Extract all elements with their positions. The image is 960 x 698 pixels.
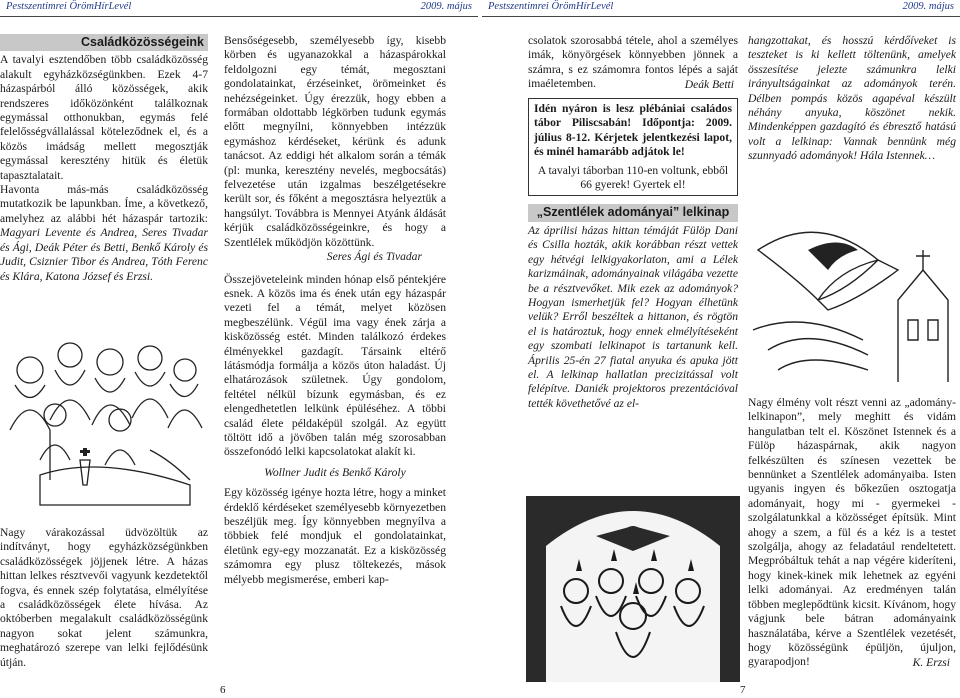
column-4 (748, 34, 956, 164)
column-3 (528, 34, 738, 411)
left-page-number: 6 (220, 684, 226, 696)
col3-paragraph-2: Az áprilisi házas hittan témáját Fülöp Dani és Csilla hozták, akik korábban részt vettek egy hétvégi lelkigyakorlaton, ami a Lélek karizmáinak, adományainak világába vezette be a résztvevőket. Mik ezek az adományok? Hogyan ismerhetjük fel? Hogyan élhetünk velük? Erről beszéltek a hittanon, és rögtön el is határoztuk, hogy ennek elmélyítéseként egy szombati lelkinapot is tartanunk kell. Április 25-én 27 fiatal anyuka és apuka jött el. A lelkinap hallatlan precizitással volt felépítve. Daniék projektoros prezentációval tették követhetővé az el- (528, 223, 738, 410)
families-drawing-icon (0, 310, 210, 510)
col2-paragraph-1: Bensőségesebb, személyesebb így, kisebb körben és ugyanazokkal a házaspárokkal feldolgozni egy témát, megosztani gondolatainkat, érzéseinket, örömeinket és nehézségeinket. Úgy érezzük, hogy ebben a formában oldottabb légkörben tudunk egymás előtt megnyílni, könnyebben intézzük egymáshoz kérdéseket, kérünk és adunk tanácsot. Az eddigi hét alkalom során a témák (pl: munka, keresztény nevelés, megbocsátás) felvezetése után izgalmas beszélgetésekre került sor, és főként a megosztásra helyeztük a hangsúlyt. Továbbra is Mennyei Atyánk áldását kérjük családközösségeinkre, és hogy a Szentlélek működjön közöttünk. (224, 34, 446, 249)
pentecost-drawing-icon (526, 496, 740, 682)
summer-camp-stats: A tavalyi táborban 110-en voltunk, ebből 66 gyerek! Gyertek el! (537, 163, 729, 192)
right-header-publication: Pestszentimrei ÖrömHírLevél (488, 1, 614, 12)
article-title-csaladkozossegeink: Családközösségeink (0, 34, 208, 51)
col2-signature-1: Seres Ági és Tivadar (326, 250, 422, 264)
col1-paragraph-2-text: Havonta más-más családközösség mutatkozik be lapunkban. Íme, a következő, amelyhez az alábbi hét házaspár tartozik: (0, 183, 208, 225)
col1-couple-names: Magyari Levente és Andrea, Seres Tivadar és Ági, Deák Péter és Betti, Benkő Károly és Judit, Csiznier Tibor és Andrea, Tóth Ferenc és Klára, Katona József és Erzsi. (0, 226, 208, 283)
right-page-header (482, 0, 960, 17)
col4-paragraph-2: Nagy élmény volt részt venni az „adomány-lelkinapon”, mely meghitt és vidám hangulatban telt el. Köszönet Istennek és a Fülöp házaspárnak, akik nagyon felkészülten és színesen vezettek be bennünket a Szentlélek adományaiba. Isten ugyanis ingyen és bőkezűen osztogatja adományait, hogy mi - gyermekei - szolgálatunkkal a közösséget építsük. Mint ahogy a szem, a fül és a kéz is a testet szolgálja, ahogy az feladatául rendeltetett. Megpróbáltuk tehát a nap végére kideríteni, hogy kinek-kinek mik lehetnek az egyéni lelki adományai. Az eredményen talán többen meglepődtünk kicsit. Kívánom, hogy vágjunk bele bátran adományaink használatába, kérve a Szentlélek vezetését, hogy közösségünk épüljön, újuljon, gyarapodjon! (748, 396, 956, 669)
column-2 (224, 34, 446, 587)
col3-signature-1: Deák Betti (684, 77, 734, 91)
col1-paragraph-2 (0, 183, 208, 284)
column-1-bottom (0, 526, 208, 670)
column-4-bottom (748, 396, 956, 670)
left-page (0, 0, 478, 698)
col3-paragraph-1-text: csolatok szorosabbá tétele, ahol a személyes imák, könyörgések könnyebben jönnek a számra, s ez számomra fontos lépés a saját imaéletemben. (528, 34, 738, 91)
col4-paragraph-1: hangzottakat, és hosszú kérdőíveket is teszteket is ki kellett töltenünk, amelyek összesítése jelezte számunkra lelki irányultságainkat az adományok terén. Délben pompás közös agapéval készült néhány anyuka, köszönet nekik. Mindenképpen gazdagító és ébresztő hatású volt a lelkinap: Vannak bennünk még szunnyadó adományok! Hála Istennek… (748, 34, 956, 163)
column-1 (0, 34, 208, 284)
article-title-szentlelek-adomanyai: „Szentlélek adományai” lelkinap (528, 204, 738, 221)
dove-church-drawing-icon (748, 210, 958, 382)
col2-paragraph-2: Összejöveteleink minden hónap első péntekjére esnek. A közös ima és ének után egy házaspár vezeti fel a témát, melyet közösen megbeszélünk. Végül ima vagy ének zárja a kisközösség estét. Minden találkozó érdekes élményekkel gazdagít. Társaink eltérő látásmódja formálja a közös úton haladást. Új elhatározások születnek. Úgy gondolom, feltétel nélkül bízunk egymásban, és ez elengedhetetlen lelkünk épüléséhez. A többi család élete példaképül szolgál. Az együtt töltött idő a jövőben talán még szorosabban összefonódó lelki kapcsolatokat alakít ki. (224, 272, 446, 459)
col4-signature: K. Erzsi (912, 655, 950, 669)
families-illustration (0, 310, 210, 510)
col1-paragraph-3: Nagy várakozással üdvözöltük az indítványt, hogy egyházközségünkben családközösségek jöjjenek létre. A házas hittan lelkes résztvevői vagyunk kezdetektől fogva, és ennek szép folytatása, elmélyítése a családközösségek élete hívása. Az októberben megalakult családközösségünk nagyon sokat jelent számunkra, meghatározó szerepe van lelki fejlődésünk útján. (0, 526, 208, 669)
dove-church-illustration (748, 210, 958, 382)
col2-signature-2: Wollner Judit és Benkő Károly (264, 465, 406, 479)
right-page (482, 0, 960, 698)
summer-camp-text: Idén nyáron is lesz plébániai családos tábor Piliscsabán! Időpontja: 2009. július 8-12. Kérjetek jelentkezési lapot, és minél hamarább adjátok le! (534, 102, 732, 159)
left-page-header (0, 0, 478, 17)
right-page-number: 7 (740, 684, 746, 696)
right-header-date: 2009. május (902, 1, 954, 12)
col2-paragraph-3: Egy közösség igénye hozta létre, hogy a minket érdeklő kérdéseket személyesebb környezetben beszéljük meg. Így könnyebben megnyílva a többiek felé mondjuk el gondolatainkat, életünk egy-egy mozzanatát. Ez a kisközösség számomra egy plusz töltekezés, mások mélyebb megismerése, emberi kap- (224, 486, 446, 586)
left-header-date: 2009. május (420, 1, 472, 12)
left-header-publication: Pestszentimrei ÖrömHírLevél (6, 1, 132, 12)
pentecost-illustration (526, 496, 740, 682)
summer-camp-notice (528, 98, 738, 196)
col1-paragraph-1: A tavalyi esztendőben több családközösség alakult egyházközségünkben. Ezek 4-7 házaspárból álló közösségek, akik rendszeres időközönként találkoznak egymással otthonukban, egymás felé felelősségvállalással köteleződnek el, és a közös imádság mellett megosztják egymással keresztény hitük és életük tapasztalatait. (0, 53, 208, 182)
